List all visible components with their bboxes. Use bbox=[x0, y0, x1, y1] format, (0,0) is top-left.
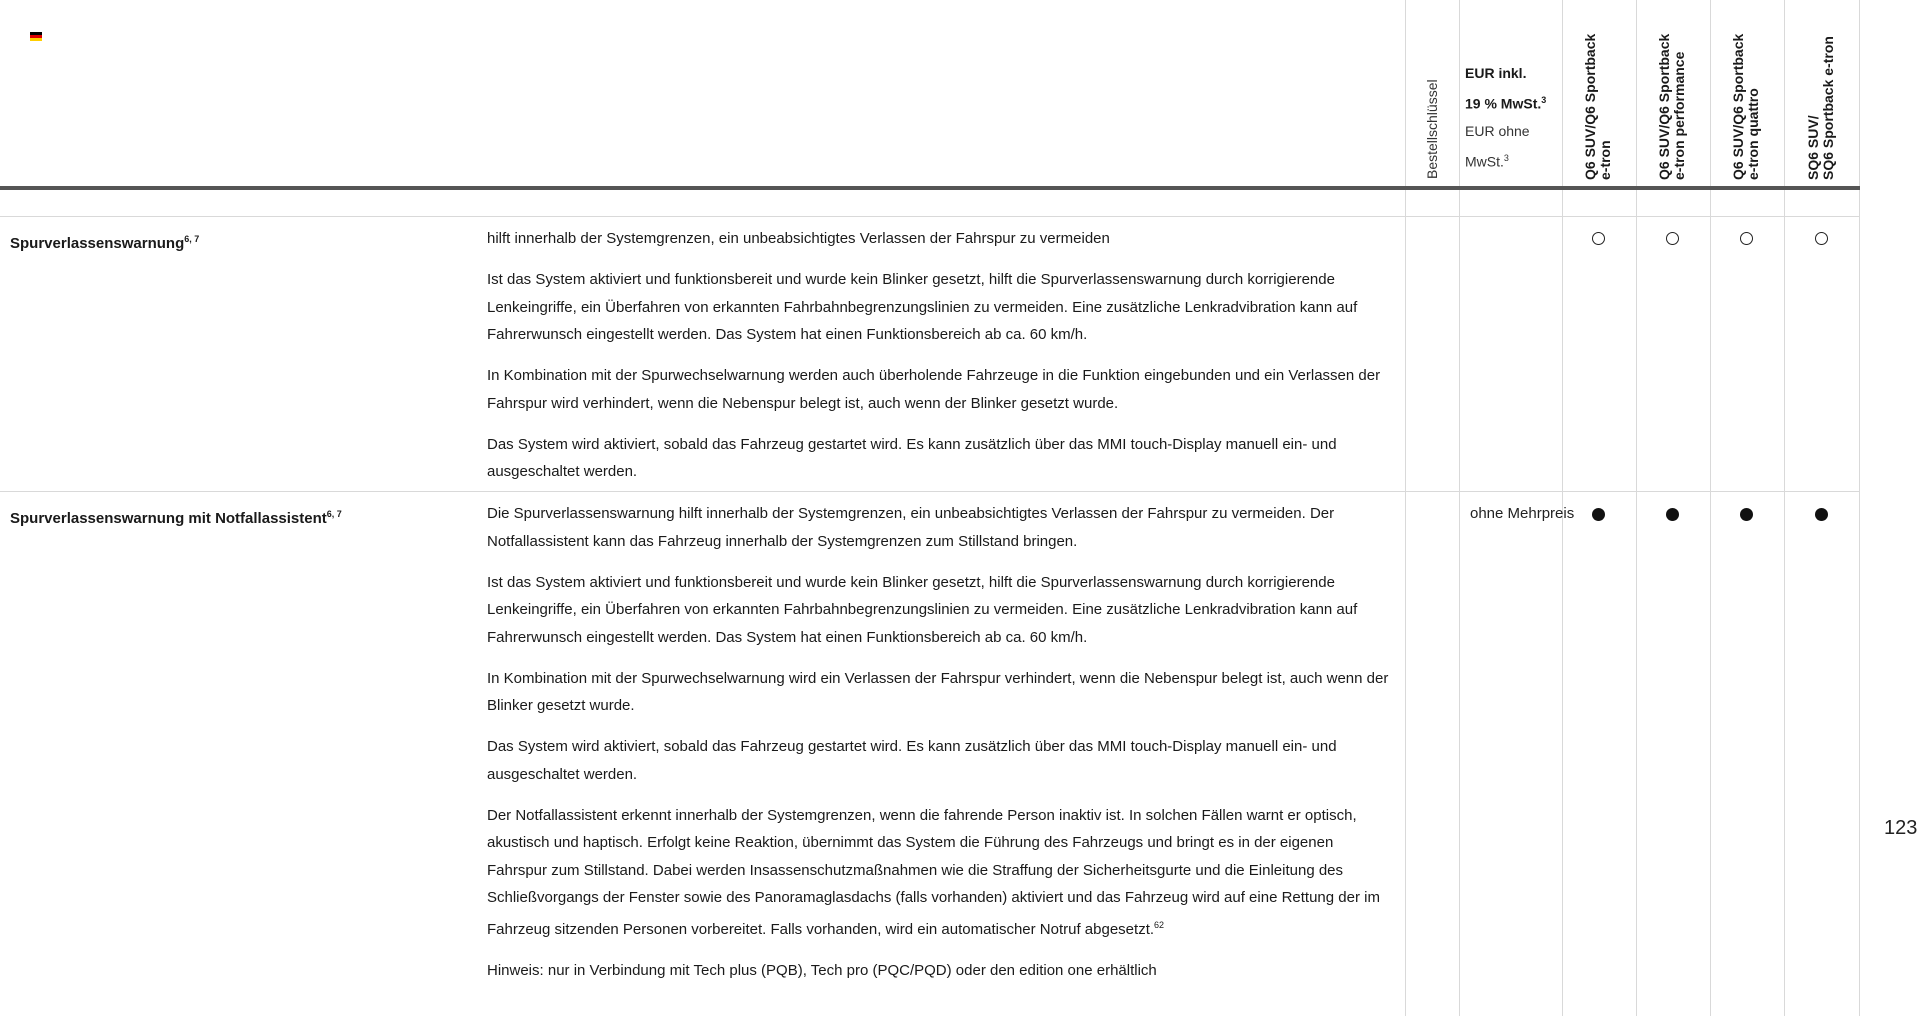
availability-mark bbox=[1666, 232, 1679, 245]
description-paragraph: Ist das System aktiviert und funktionsbereit und wurde kein Blinker gesetzt, hilft die Spurverlassenswarnung durch korrigierende Lenkeingriffe, ein Überfahren von erkannten Fahrbahnbegrenzungslinien zu vermeiden. Eine zusätzliche Lenkradvibration kann auf Fahrerwunsch eingestellt werden. Das System hat einen Funktionsbereich ab ca. 60 km/h. bbox=[487, 271, 1358, 343]
description-paragraph: Ist das System aktiviert und funktionsbereit und wurde kein Blinker gesetzt, hilft die Spurverlassenswarnung durch korrigierende Lenkeingriffe, ein Überfahren von erkannten Fahrbahnbegrenzungslinien zu vermeiden. Eine zusätzliche Lenkradvibration kann auf Fahrerwunsch eingestellt werden. Das System hat einen Funktionsbereich ab ca. 60 km/h. bbox=[487, 573, 1358, 646]
description-paragraph: In Kombination mit der Spurwechselwarnung werden auch überholende Fahrzeuge in die Funktion eingebunden und ein Verlassen der Fahrspur wird verhindert, wenn die Nebenspur belegt ist, auch wenn der Blinker gesetzt wurde. bbox=[487, 367, 1381, 412]
column-divider bbox=[1710, 0, 1711, 1016]
header-rule bbox=[0, 186, 1860, 190]
availability-mark bbox=[1666, 508, 1679, 521]
model-header-q6-etron-quattro: Q6 SUV/Q6 Sportback e-tron quattro bbox=[1730, 33, 1761, 180]
model-header-q6-etron: Q6 SUV/Q6 Sportback e-tron bbox=[1582, 33, 1613, 180]
feature-name bbox=[10, 503, 342, 530]
description-paragraph: Das System wird aktiviert, sobald das Fahrzeug gestartet wird. Es kann zusätzlich über das MMI touch-Display manuell ein- und ausgeschaltet werden. bbox=[487, 738, 1337, 783]
feature-description bbox=[487, 225, 1392, 499]
german-flag-icon bbox=[30, 32, 42, 41]
row-divider bbox=[0, 216, 1860, 217]
feature-title: Spurverlassenswarnung bbox=[10, 235, 185, 252]
description-paragraph: hilft innerhalb der Systemgrenzen, ein unbeabsichtigtes Verlassen der Fahrspur zu vermeiden bbox=[487, 230, 1110, 247]
description-paragraph: Hinweis: nur in Verbindung mit Tech plus (PQB), Tech pro (PQC/PQD) oder den edition one erhältlich bbox=[487, 961, 1157, 979]
flag-stripe-gold bbox=[30, 38, 42, 41]
paragraph-footnote: 62 bbox=[1154, 919, 1165, 930]
column-divider bbox=[1405, 0, 1406, 1016]
description-paragraph: Die Spurverlassenswarnung hilft innerhalb der Systemgrenzen, ein unbeabsichtigtes Verlassen der Fahrspur zu vermeiden. Der Notfallassistent kann das Fahrzeug innerhalb der Systemgrenzen zum Stillstand bringen. bbox=[487, 505, 1335, 550]
order-key-header: Bestellschlüssel bbox=[1424, 79, 1440, 179]
description-paragraph: Das System wird aktiviert, sobald das Fahrzeug gestartet wird. Es kann zusätzlich über das MMI touch-Display manuell ein- und ausgeschaltet werden. bbox=[487, 435, 1337, 480]
column-divider bbox=[1784, 0, 1785, 1016]
paragraph-text: Der Notfallassistent erkennt innerhalb der Systemgrenzen, wenn die fahrende Person inaktiv ist. In solchen Fällen warnt er optisch, akustisch und haptisch. Erfolgt keine Reaktion, übernimmt das System die Führung des Fahrzeugs und bringt es in der eigenen Fahrspur zum Stillstand. Dabei werden Insassenschutzmaßnahmen wie die Straffung der Sicherheitsgurte und die Einleitung des Schließvorgangs der Fenster sowie des Panoramaglasdachs (falls vorhanden) aktiviert und das Fahrzeug wird auf eine Rettung der im Fahrzeug sitzenden Personen vorbereitet. Falls vorhanden, wird ein automatischer Notruf abgesetzt. bbox=[487, 806, 1380, 938]
column-divider bbox=[1459, 0, 1460, 1016]
availability-mark bbox=[1592, 232, 1605, 245]
feature-footnote: 6, 7 bbox=[326, 509, 342, 519]
column-divider bbox=[1859, 0, 1860, 1016]
availability-mark bbox=[1815, 232, 1828, 245]
description-paragraph bbox=[487, 802, 1392, 944]
price-header bbox=[1465, 60, 1546, 175]
model-header-sq6-etron: SQ6 SUV/ SQ6 Sportback e-tron bbox=[1805, 36, 1836, 180]
price-excl-line2: MwSt. bbox=[1465, 153, 1504, 170]
price-incl-line2: 19 % MwSt. bbox=[1465, 95, 1542, 112]
feature-name bbox=[10, 228, 199, 255]
model-header-q6-etron-performance: Q6 SUV/Q6 Sportback e-tron performance bbox=[1656, 33, 1687, 180]
availability-mark bbox=[1815, 508, 1828, 521]
availability-mark bbox=[1592, 508, 1605, 521]
feature-description bbox=[487, 500, 1392, 998]
price-incl-line1: EUR inkl. bbox=[1465, 65, 1527, 81]
price-excl-footnote: 3 bbox=[1503, 152, 1509, 163]
availability-mark bbox=[1740, 508, 1753, 521]
availability-mark bbox=[1740, 232, 1753, 245]
price-excl-line1: EUR ohne bbox=[1465, 122, 1530, 139]
column-divider bbox=[1636, 0, 1637, 1016]
description-paragraph: In Kombination mit der Spurwechselwarnung wird ein Verlassen der Fahrspur verhindert, wenn die Nebenspur belegt ist, auch wenn der Blinker gesetzt wurde. bbox=[487, 669, 1389, 714]
price-incl-footnote: 3 bbox=[1541, 95, 1547, 105]
page-number: 123 bbox=[1884, 817, 1918, 839]
feature-title: Spurverlassenswarnung mit Notfallassistent bbox=[10, 510, 327, 527]
price-value: ohne Mehrpreis bbox=[1470, 505, 1575, 522]
feature-footnote: 6, 7 bbox=[184, 234, 200, 244]
